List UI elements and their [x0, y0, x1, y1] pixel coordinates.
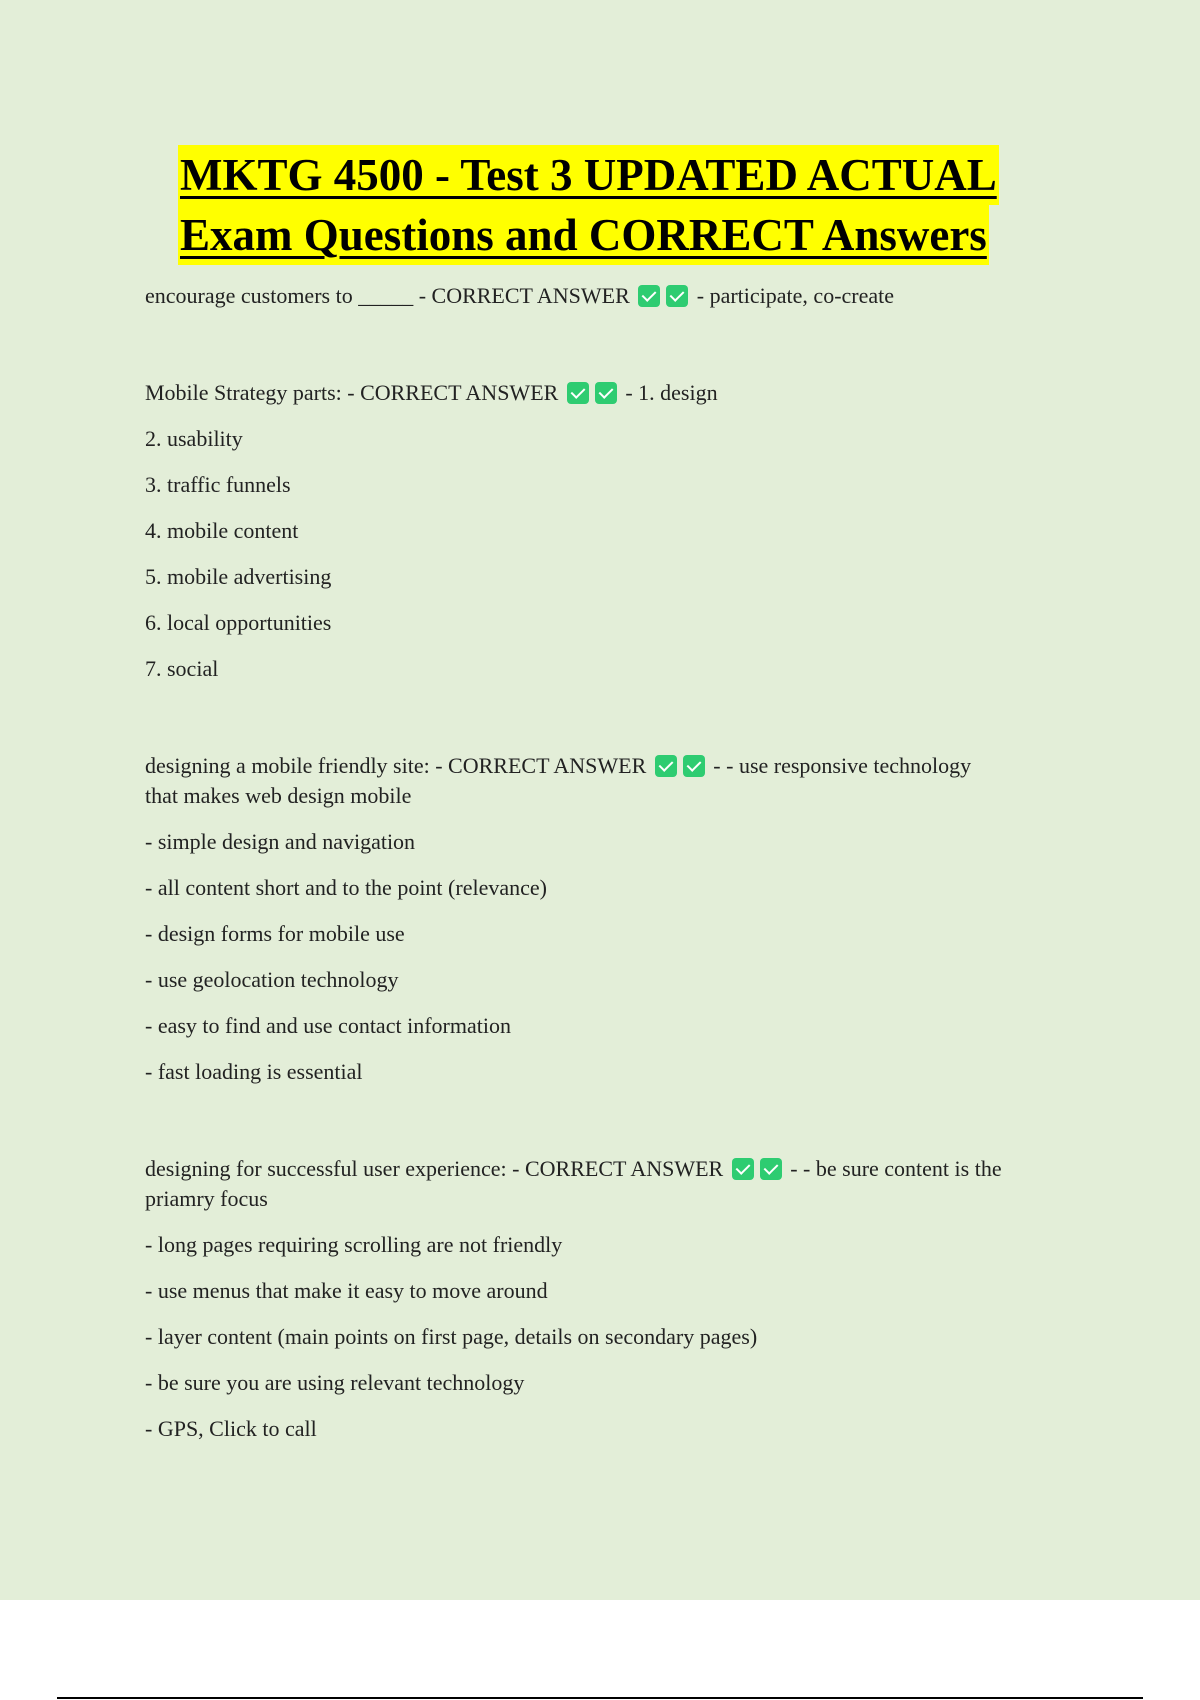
document-title-line-1: MKTG 4500 - Test 3 UPDATED ACTUAL [178, 145, 999, 205]
list-item: 3. traffic funnels [145, 472, 291, 497]
qa-answer-continuation: priamry focus [145, 1186, 268, 1211]
list-item: - fast loading is essential [145, 1059, 363, 1084]
qa-answer: - 1. design [625, 380, 718, 405]
list-item: - simple design and navigation [145, 829, 416, 854]
list-item: 4. mobile content [145, 518, 299, 543]
list-item: - use geolocation technology [145, 967, 399, 992]
qa-question-line [145, 1154, 1085, 1184]
qa-block [145, 281, 1085, 311]
footer-rule [57, 1697, 1143, 1699]
qa-block [145, 1154, 1085, 1444]
check-icon [666, 285, 688, 307]
list-item: - be sure you are using relevant technology [145, 1370, 525, 1395]
list-item: 5. mobile advertising [145, 564, 332, 589]
qa-answer-continuation: that makes web design mobile [145, 783, 412, 808]
qa-question-line [145, 751, 1085, 781]
list-item: 6. local opportunities [145, 610, 332, 635]
document-title-line-2: Exam Questions and CORRECT Answers [178, 205, 989, 265]
qa-question: encourage customers to _____ - CORRECT ANSWER [145, 283, 630, 308]
check-icon [760, 1158, 782, 1180]
list-item: - use menus that make it easy to move around [145, 1278, 548, 1303]
list-item: - easy to find and use contact information [145, 1013, 511, 1038]
check-icon [683, 755, 705, 777]
qa-question: designing for successful user experience: - CORRECT ANSWER [145, 1156, 724, 1181]
qa-question-line [145, 281, 1085, 311]
qa-question: designing a mobile friendly site: - CORRECT ANSWER [145, 753, 647, 778]
qa-answer: - - be sure content is the [790, 1156, 1002, 1181]
list-item: - all content short and to the point (relevance) [145, 875, 547, 900]
list-item: - long pages requiring scrolling are not friendly [145, 1232, 563, 1257]
check-icon [732, 1158, 754, 1180]
qa-question: Mobile Strategy parts: - CORRECT ANSWER [145, 380, 559, 405]
qa-block [145, 378, 1085, 684]
list-item: - layer content (main points on first page, details on secondary pages) [145, 1324, 758, 1349]
qa-answer: - - use responsive technology [713, 753, 972, 778]
list-item: - design forms for mobile use [145, 921, 405, 946]
qa-question-line [145, 378, 1085, 408]
qa-answer: - participate, co-create [696, 283, 895, 308]
qa-content [145, 281, 1085, 1444]
list-item: 7. social [145, 656, 219, 681]
check-icon [595, 382, 617, 404]
check-icon [655, 755, 677, 777]
qa-block [145, 751, 1085, 1087]
list-item: 2. usability [145, 426, 243, 451]
check-icon [638, 285, 660, 307]
list-item: - GPS, Click to call [145, 1416, 317, 1441]
document-title [178, 145, 1058, 265]
check-icon [567, 382, 589, 404]
